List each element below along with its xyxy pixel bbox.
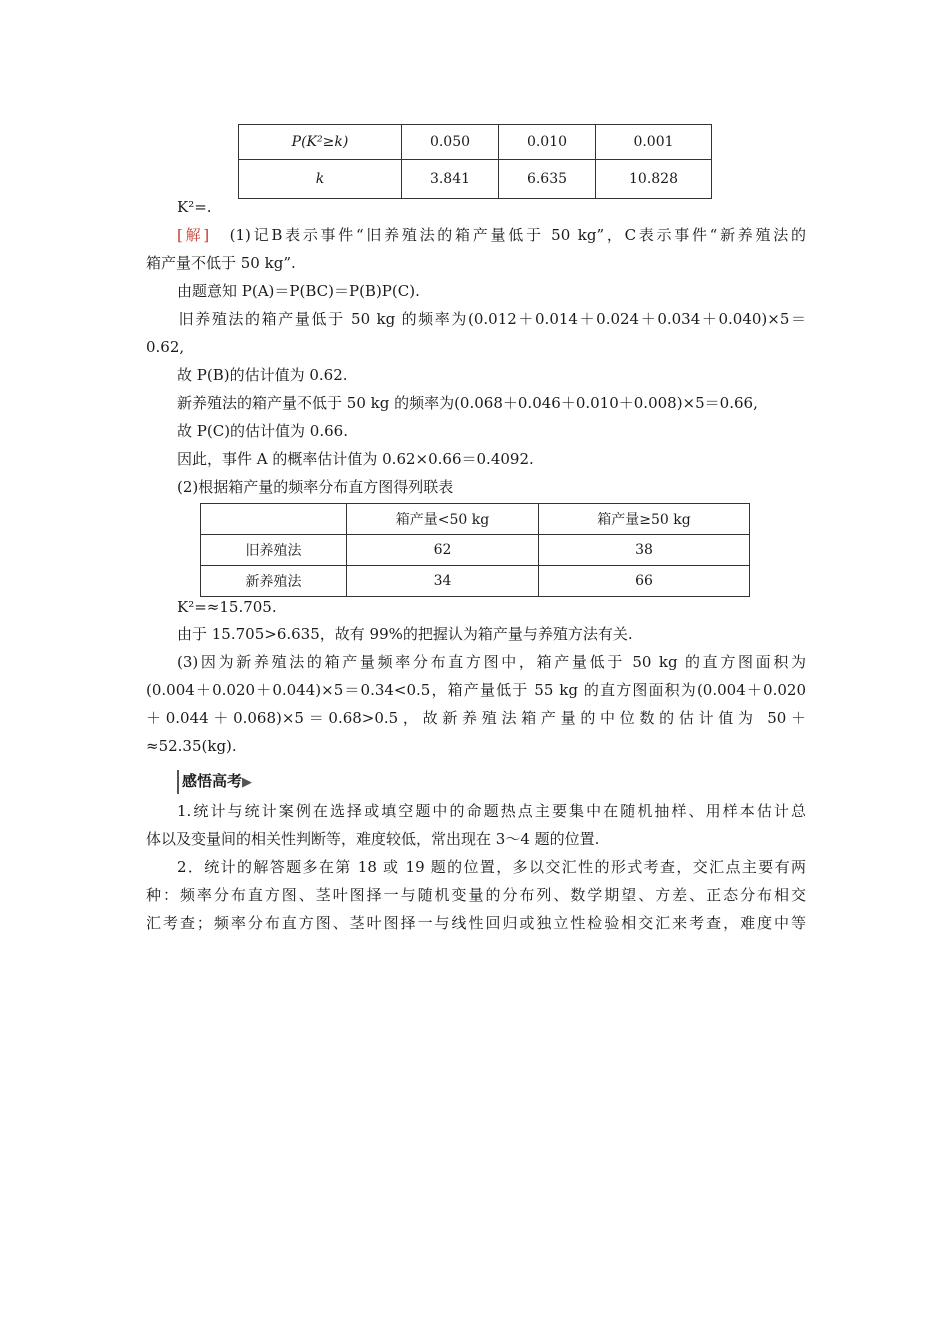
table-cell: 3.841 [402,160,499,199]
solution-p7: 因此，事件 A 的概率估计值为 0.62×0.66＝0.4092. [177,450,534,468]
solution-text: (3)因为新养殖法的箱产量频率分布直方图中，箱产量低于 50 kg 的直方图面积为 [177,653,806,671]
solution-p2: 由题意知 P(A)＝P(BC)＝P(B)P(C). [177,282,420,300]
part3-line2: (0.004＋0.020＋0.044)×5＝0.34<0.5，箱产量低于 55 kg 的直方图面积为(0.004＋0.020 [146,681,806,699]
table-cell: k [239,160,402,199]
table-row [201,566,750,597]
insight-item1-line2: 体以及变量间的相关性判断等，难度较低，常出现在 3～4 题的位置. [146,830,600,848]
k2-result: K²=≈15.705. [177,598,277,616]
part3-line1 [146,652,806,672]
contingency-table [200,503,750,597]
table-cell: P(K²≥k) [239,125,402,160]
table-cell: 38 [539,535,750,566]
solution-p8: (2)根据箱产量的频率分布直方图得列联表 [177,478,454,496]
insight-item2-line2: 种：频率分布直方图、茎叶图择一与随机变量的分布列、数学期望、方差、正态分布相交 [146,886,806,904]
insight-item2-line1 [146,857,806,877]
solution-p3-line1 [146,309,806,329]
table-cell: 0.050 [402,125,499,160]
solution-p4: 故 P(B)的估计值为 0.62. [177,366,348,384]
table-row [239,160,712,199]
insight-item1-line1 [146,801,806,821]
table-cell: 0.010 [499,125,596,160]
solution-bracket: [解] [177,226,210,244]
solution-text: 旧养殖法的箱产量低于 50 kg 的频率为(0.012＋0.014＋0.024＋0.034＋0.040)×5＝ [177,310,806,328]
insight-text: 1.统计与统计案例在选择或填空题中的命题热点主要集中在随机抽样、用样本估计总 [177,802,806,820]
solution-p1-line2: 箱产量不低于 50 kg”. [146,254,296,272]
insight-text: 2．统计的解答题多在第 18 或 19 题的位置，多以交汇性的形式考查，交汇点主要有两 [177,858,806,876]
part3-line4: ≈52.35(kg). [146,737,237,755]
critical-value-table [238,124,712,199]
insight-item2-line3: 汇考查；频率分布直方图、茎叶图择一与线性回归或独立性检验相交汇来考查，难度中等 [146,914,806,932]
triangle-icon: ▶ [242,775,253,790]
table-header-cell: 箱产量<50 kg [347,504,539,535]
formula-line: K²=. [177,198,212,216]
table-row [239,125,712,160]
solution-p5: 新养殖法的箱产量不低于 50 kg 的频率为(0.068＋0.046＋0.010＋0.008)×5＝0.66, [177,394,758,412]
table-row [201,535,750,566]
table-cell: 34 [347,566,539,597]
table-cell: 新养殖法 [201,566,347,597]
solution-text: (1)记B表示事件“旧养殖法的箱产量低于 50 kg”，C表示事件“新养殖法的 [229,226,806,244]
table-cell: 旧养殖法 [201,535,347,566]
solution-p1-line1 [146,225,806,245]
table-cell: 62 [347,535,539,566]
table-cell: 66 [539,566,750,597]
part3-line3: ＋0.044＋0.068)×5＝0.68>0.5，故新养殖法箱产量的中位数的估计值为 50＋ [146,709,806,727]
table-header-cell: 箱产量≥50 kg [539,504,750,535]
solution-p3-line2: 0.62, [146,338,185,356]
table-cell [201,504,347,535]
solution-p6: 故 P(C)的估计值为 0.66. [177,422,348,440]
section-heading [177,770,252,794]
table-cell: 0.001 [596,125,712,160]
heading-text: 感悟高考 [182,772,243,790]
table-cell: 10.828 [596,160,712,199]
table-row [201,504,750,535]
table-cell: 6.635 [499,160,596,199]
conclusion-line: 由于 15.705>6.635，故有 99%的把握认为箱产量与养殖方法有关. [177,625,633,643]
